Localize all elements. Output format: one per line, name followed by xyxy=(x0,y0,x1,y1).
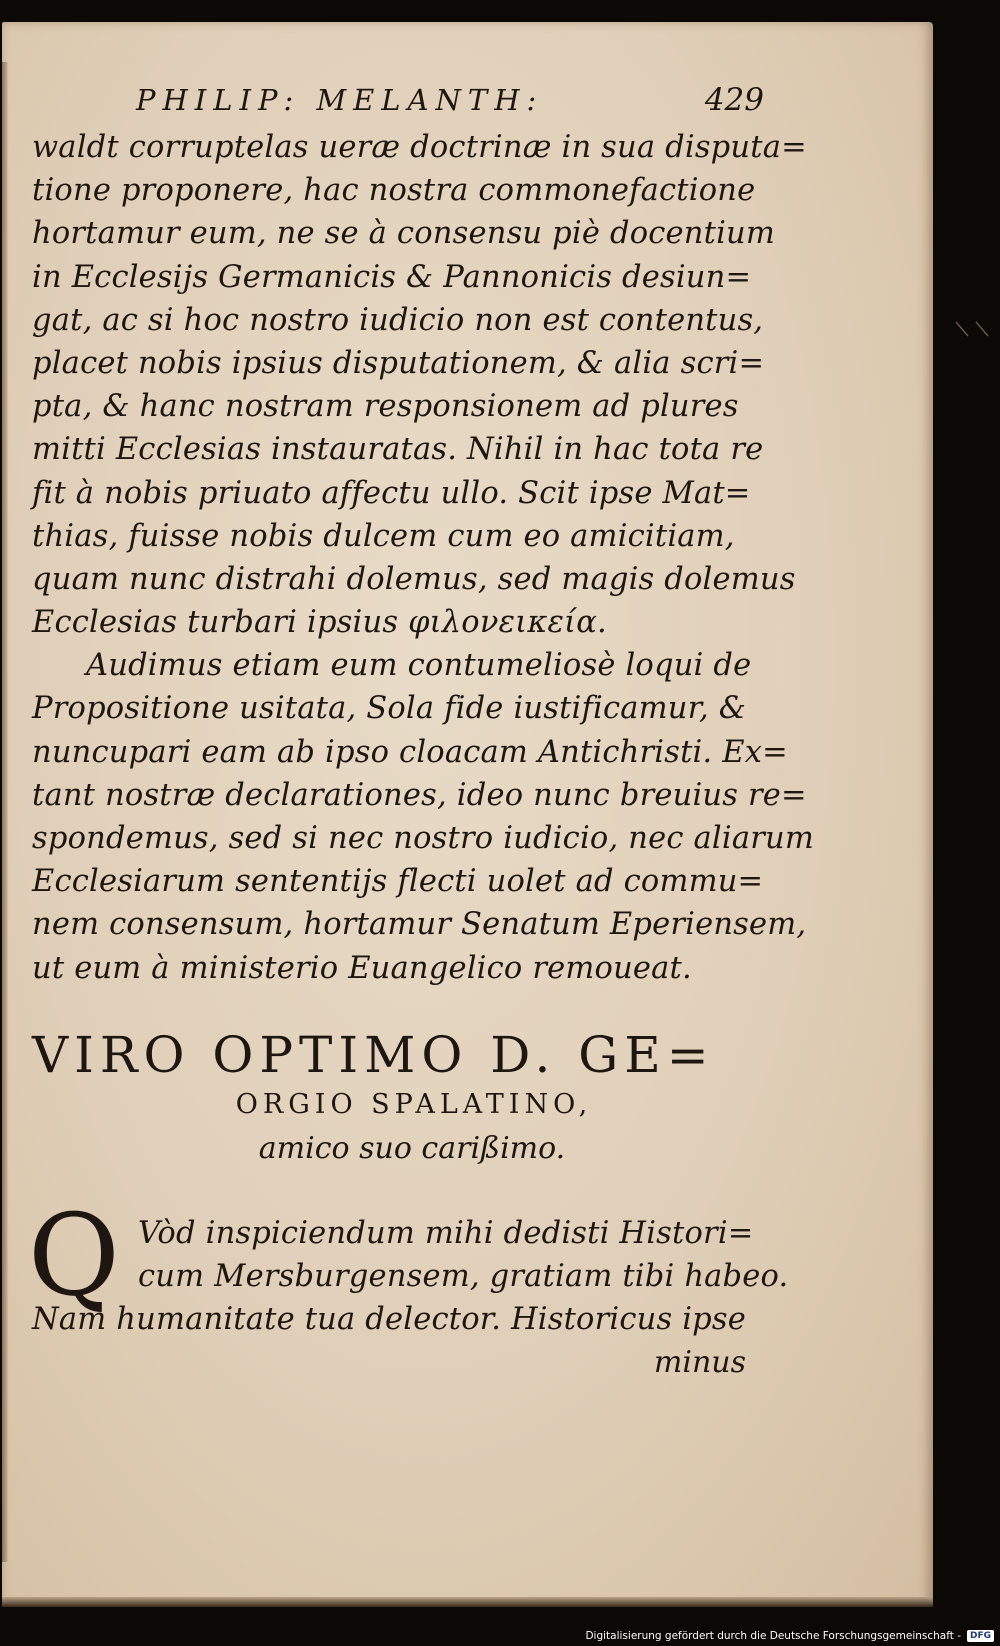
text-line: Propositione usitata, Sola fide iustificamur, & xyxy=(32,691,747,727)
letter-heading xyxy=(32,1026,752,1172)
page-text xyxy=(28,82,814,1384)
running-head-title: PHILIP: MELANTH: xyxy=(136,83,544,117)
heading-line-3: amico suo carißimo. xyxy=(258,1130,566,1166)
funding-notice: Digitalisierung gefördert durch die Deutsche Forschungsgemeinschaft - xyxy=(585,1630,961,1642)
text-line: tant nostræ declarationes, ideo nunc breuius re= xyxy=(32,777,807,813)
paragraph-1 xyxy=(32,126,807,644)
text-line: Ecclesias turbari ipsius φιλονεικεία. xyxy=(32,605,607,641)
text-line: placet nobis ipsius disputationem, & alia scri= xyxy=(32,345,765,381)
running-head xyxy=(136,82,764,126)
drop-capital: Q xyxy=(28,1190,120,1321)
text-line: Audimus etiam eum contumeliosè loqui de xyxy=(86,648,752,684)
text-line: Nam humanitate tua delector. Historicus ipse xyxy=(32,1302,747,1338)
text-line: gat, ac si hoc nostro iudicio non est contentus, xyxy=(32,302,764,338)
letter-body xyxy=(28,1190,789,1385)
text-line: nem consensum, hortamur Senatum Eperiensem, xyxy=(32,907,807,943)
text-line: waldt corruptelas ueræ doctrinæ in sua disputa= xyxy=(32,130,807,165)
catchword: minus xyxy=(653,1345,746,1381)
page-bottom-edge xyxy=(2,1597,933,1607)
text-line: cum Mersburgensem, gratiam tibi habeo. xyxy=(138,1258,789,1294)
text-line: fit à nobis priuato affectu ullo. Scit ipse Mat= xyxy=(32,475,751,511)
heading-line-2: ORGIO SPALATINO, xyxy=(235,1088,593,1120)
text-line: Vòd inspiciendum mihi dedisti Histori= xyxy=(138,1215,754,1251)
dfg-logo: DFG xyxy=(967,1630,994,1642)
text-line: tione proponere, hac nostra commonefactione xyxy=(32,173,756,209)
folio-number: 429 xyxy=(704,82,764,118)
digitization-footer xyxy=(585,1630,994,1642)
text-line: Ecclesiarum sententijs flecti uolet ad commu= xyxy=(32,864,764,900)
text-line: spondemus, sed si nec nostro iudicio, nec aliarum xyxy=(32,821,814,856)
text-line: hortamur eum, ne se à consensu piè docentium xyxy=(32,216,776,252)
text-line: quam nunc distrahi dolemus, sed magis dolemus xyxy=(32,561,796,597)
text-line: ut eum à ministerio Euangelico remoueat. xyxy=(32,950,692,986)
text-line: in Ecclesijs Germanicis & Pannonicis desiun= xyxy=(32,259,752,295)
heading-line-1: VIRO OPTIMO D. GE= xyxy=(32,1025,715,1084)
spine-shadow xyxy=(2,62,8,1562)
text-line: thias, fuisse nobis dulcem cum eo amicitiam, xyxy=(32,518,735,554)
text-line: mitti Ecclesias instauratas. Nihil in hac tota re xyxy=(32,432,764,468)
book-page xyxy=(2,22,933,1607)
paragraph-2 xyxy=(32,644,814,990)
text-line: nuncupari eam ab ipso cloacam Antichristi. Ex= xyxy=(32,734,788,770)
text-line: pta, & hanc nostram responsionem ad plures xyxy=(32,389,739,425)
scratch-mark xyxy=(954,320,994,340)
